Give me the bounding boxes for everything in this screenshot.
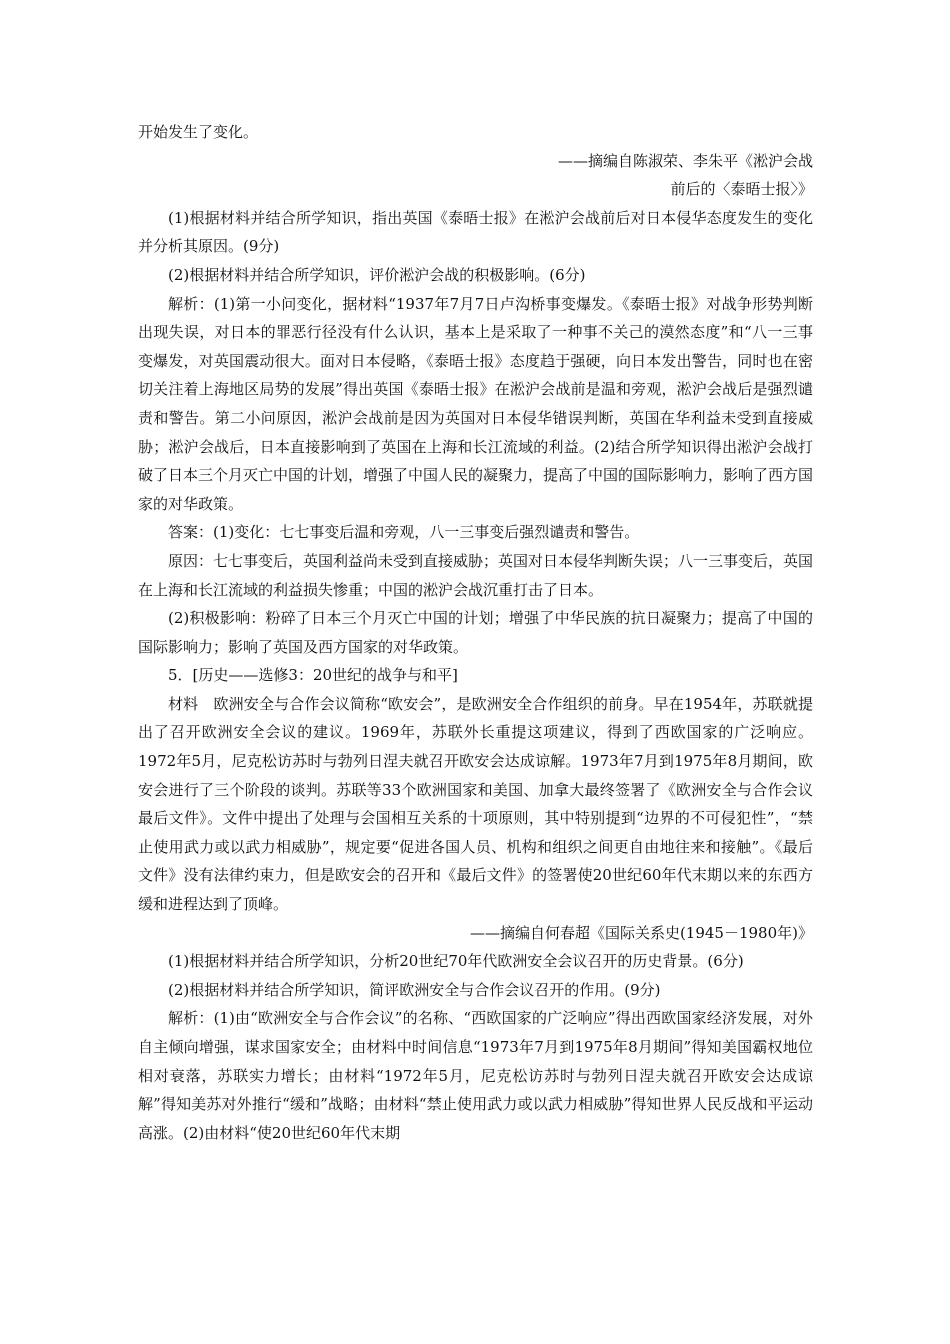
paragraph: 解析：(1)由“欧洲安全与合作会议”的名称、“西欧国家的广泛响应”得出西欧国家经济发展，对外自主倾向增强，谋求国家安全；由材料中时间信息“1973年7月到1975年8月期间”得知美国霸权地位相对衰落，苏联实力增长；由材料“1972年5月，尼克松访苏时与勃列日涅夫就召开欧安会达成谅解”得知美苏对外推行“缓和”战略；由材料“禁止使用武力或以武力相威胁”得知世界人民反战和平运动高涨。(2)由材料“使20世纪60年代末期 [138,1009,813,1142]
paragraph: (2)根据材料并结合所学知识，简评欧洲安全与合作会议召开的作用。(9分) [168,980,661,999]
paragraph: (2)积极影响：粉碎了日本三个月灭亡中国的计划；增强了中华民族的抗日凝聚力；提高了中国的国际影响力；影响了英国及西方国家的对华政策。 [138,609,813,656]
paragraph: (2)根据材料并结合所学知识，评价淞沪会战的积极影响。(6分) [168,265,586,284]
paragraph: 原因：七七事变后，英国利益尚未受到直接威胁；英国对日本侵华判断失误；八一三事变后，英国在上海和长江流域的利益损失惨重；中国的淞沪会战沉重打击了日本。 [138,551,814,599]
paragraph: (1)根据材料并结合所学知识，分析20世纪70年代欧洲安全会议召开的历史背景。(6分) [168,952,744,971]
paragraph: 材料 欧洲安全与合作会议简称“欧安会”，是欧洲安全合作组织的前身。早在1954年，苏联就提出了召开欧洲安全会议的建议。1969年，苏联外长重提这项建议，得到了西欧国家的广泛响应。1972年5月，尼克松访苏时与勃列日涅夫就召开欧安会达成谅解。1973年7月到1975年8月期间，欧安会进行了三个阶段的谈判。苏联等33个欧洲国家和美国、加拿大最终签署了《欧洲安全与合作会议最后文件》。文件中提出了处理与会国相互关系的十项原则，其中特别提到“边界的不可侵犯性”，“禁止使用武力或以武力相威胁”，规定要“促进各国人员、机构和组织之间更自由地往来和接触”。《最后文件》没有法律约束力，但是欧安会的召开和《最后文件》的签署使20世纪60年代末期以来的东西方缓和进程达到了顶峰。 [138,694,813,914]
document-page [138,118,813,1147]
paragraph: 解析：(1)第一小问变化，据材料“1937年7月7日卢沟桥事变爆发。《泰晤士报》对战争形势判断出现失误，对日本的罪恶行径没有什么认识，基本上是采取了一种事不关己的漠然态度”和“八一三事变爆发，对英国震动很大。面对日本侵略，《泰晤士报》态度趋于强硬，向日本发出警告，同时也在密切关注着上海地区局势的发展”得出英国《泰晤士报》在淞沪会战前是温和旁观，淞沪会战后是强烈谴责和警告。第二小问原因，淞沪会战前是因为英国对日本侵华错误判断，英国在华利益未受到直接威胁；淞沪会战后，日本直接影响到了英国在上海和长江流域的利益。(2)结合所学知识得出淞沪会战打破了日本三个月灭亡中国的计划，增强了中国人民的凝聚力，提高了中国的国际影响力，影响了西方国家的对华政策。 [138,294,814,513]
paragraph: ——摘编自陈淑荣、李朱平《淞沪会战 [557,151,813,170]
paragraph: 答案：(1)变化：七七事变后温和旁观，八一三事变后强烈谴责和警告。 [168,523,640,542]
paragraph: ——摘编自何春超《国际关系史(1945－1980年)》 [469,923,813,942]
paragraph: 前后的〈泰晤士报〉》 [670,180,813,199]
paragraph: 开始发生了变化。 [138,123,259,141]
paragraph: (1)根据材料并结合所学知识，指出英国《泰晤士报》在淞沪会战前后对日本侵华态度发生的变化并分析其原因。(9分) [138,208,813,256]
paragraph: 5．[历史——选修3：20世纪的战争与和平] [168,666,458,685]
